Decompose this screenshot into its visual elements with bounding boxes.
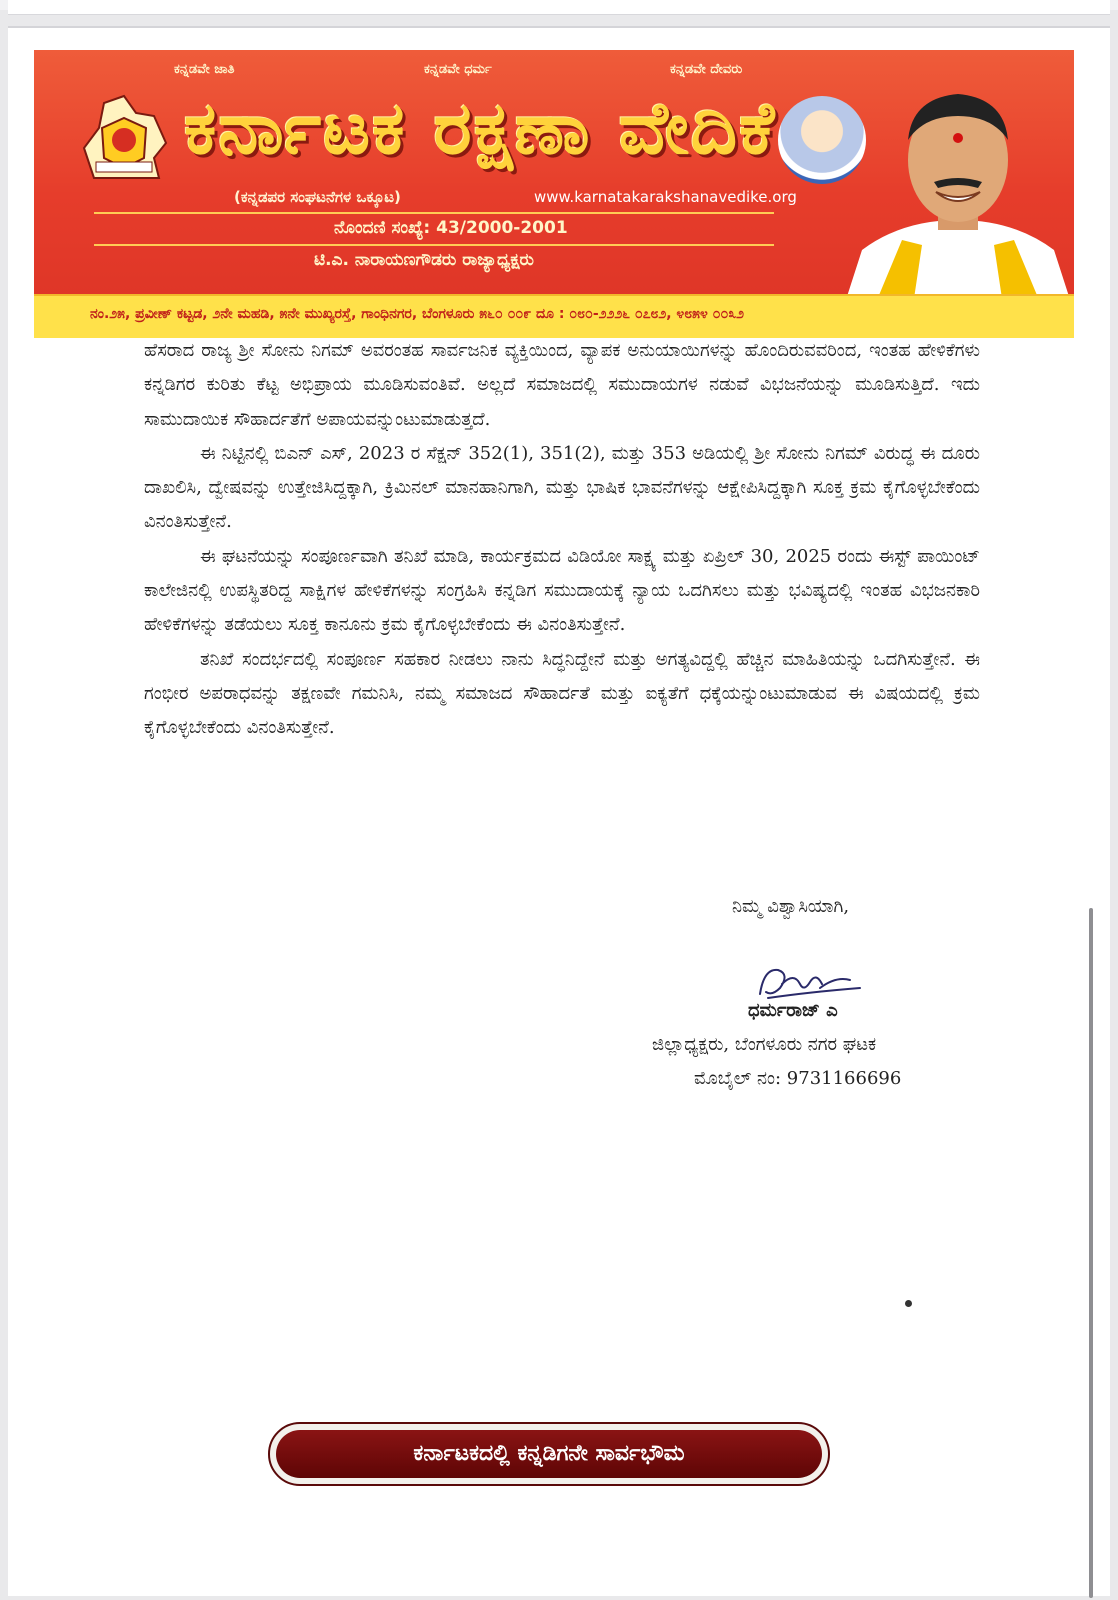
closing-salutation: ನಿಮ್ಮ ವಿಶ್ವಾಸಿಯಾಗಿ,: [732, 896, 850, 917]
president-name: ಟಿ.ಎ. ನಾರಾಯಣಗೌಡರು ರಾಜ್ಯಾಧ್ಯಕ್ಷರು: [314, 250, 534, 270]
motto-left: ಕನ್ನಡವೇ ಜಾತಿ: [174, 62, 235, 77]
letterhead-rule-1: [94, 212, 774, 214]
paragraph-1: ಹೆಸರಾದ ರಾಜ್ಯ ಶ್ರೀ ಸೋನು ನಿಗಮ್ ಅವರಂತಹ ಸಾರ್ವಜನಿಕ ವ್ಯಕ್ತಿಯಿಂದ, ವ್ಯಾಪಕ ಅನುಯಾಯಿಗಳನ್ನು ಹೊಂದಿರುವವರಿಂದ, ಇಂತಹ ಹೇಳಿಕೆಗಳು ಕನ್ನಡಿಗರ ಕುರಿತು ಕೆಟ್ಟ ಅಭಿಪ್ರಾಯ ಮೂಡಿಸುವಂತಿವೆ. ಅಲ್ಲದೆ ಸಮಾಜದಲ್ಲಿ ಸಮುದಾಯಗಳ ನಡುವೆ ವಿಭಜನೆಯನ್ನು ಮೂಡಿಸುತ್ತಿದೆ. ಇದು ಸಾಮುದಾಯಿಕ ಸೌಹಾರ್ದತೆಗೆ ಅಪಾಯವನ್ನುಂಟುಮಾಡುತ್ತದೆ.: [144, 340, 980, 430]
organization-logo-icon: [74, 88, 174, 188]
paragraph-2: ಈ ನಿಟ್ಟಿನಲ್ಲಿ ಬಿಎನ್ ಎಸ್, 2023 ರ ಸೆಕ್ಷನ್ 352(1), 351(2), ಮತ್ತು 353 ಅಡಿಯಲ್ಲಿ ಶ್ರೀ ಸೋನು ನಿಗಮ್ ವಿರುದ್ಧ ಈ ದೂರು ದಾಖಲಿಸಿ, ದ್ವೇಷವನ್ನು ಉತ್ತೇಜಿಸಿದ್ದಕ್ಕಾಗಿ, ಕ್ರಿಮಿನಲ್ ಮಾನಹಾನಿಗಾಗಿ, ಮತ್ತು ಭಾಷಿಕ ಭಾವನೆಗಳನ್ನು ಆಕ್ಷೇಪಿಸಿದ್ದಕ್ಕಾಗಿ ಸೂಕ್ತ ಕ್ರಮ ಕೈಗೊಳ್ಳಬೇಕೆಂದು ವಿನಂತಿಸುತ್ತೇನೆ.: [144, 442, 980, 533]
signatory-title: ಜಿಲ್ಲಾಧ್ಯಕ್ಷರು, ಬೆಂಗಳೂರು ನಗರ ಘಟಕ: [652, 1034, 877, 1055]
registration-number: ನೊಂದಣಿ ಸಂಖ್ಯೆ: 43/2000-2001: [334, 218, 568, 238]
organization-title: ಕರ್ನಾಟಕ ರಕ್ಷಣಾ ವೇದಿಕೆ: [184, 86, 777, 170]
signatory-name: ಧರ್ಮರಾಜ್ ಎ: [748, 1000, 838, 1021]
president-portrait: [842, 70, 1074, 312]
signatory-mobile: ಮೊಬೈಲ್ ನಂ: 9731166696: [694, 1068, 902, 1089]
letter-body: [144, 334, 980, 746]
organization-address: ನಂ.೨೫, ಪ್ರವೀಣ್ ಕಟ್ಟಡ, ೨ನೇ ಮಹಡಿ, ೫ನೇ ಮುಖ್ಯರಸ್ತೆ, ಗಾಂಧಿನಗರ, ಬೆಂಗಳೂರು ೫೬೦ ೦೦೯ ದೂ : ೦೮೦-೨೨೨೬ ೦೭೮೨, ೪೮೫೪ ೦೦೩೨: [90, 306, 745, 322]
footer-slogan-inner: [276, 1430, 822, 1478]
organization-website: www.karnatakarakshanavedike.org: [534, 188, 797, 206]
motto-right: ಕನ್ನಡವೇ ದೇವರು: [670, 62, 743, 77]
previous-card-edge: [8, 0, 1110, 15]
footer-slogan-banner: [268, 1422, 830, 1486]
document-page: [8, 26, 1110, 1596]
letterhead-banner: [34, 50, 1074, 312]
motto-center: ಕನ್ನಡವೇ ಧರ್ಮ: [424, 62, 492, 77]
footer-slogan: ಕರ್ನಾಟಕದಲ್ಲಿ ಕನ್ನಡಿಗನೇ ಸಾರ್ವಭೌಮ: [413, 1441, 685, 1466]
vertical-scrollbar[interactable]: [1089, 908, 1093, 1598]
letterhead-address-bar: [34, 294, 1074, 338]
paragraph-3: ಈ ಘಟನೆಯನ್ನು ಸಂಪೂರ್ಣವಾಗಿ ತನಿಖೆ ಮಾಡಿ, ಕಾರ್ಯಕ್ರಮದ ವಿಡಿಯೋ ಸಾಕ್ಷ್ಯ ಮತ್ತು ಏಪ್ರಿಲ್ 30, 2025 ರಂದು ಈಸ್ಟ್ ಪಾಯಿಂಟ್ ಕಾಲೇಜಿನಲ್ಲಿ ಉಪಸ್ಥಿತರಿದ್ದ ಸಾಕ್ಷಿಗಳ ಹೇಳಿಕೆಗಳನ್ನು ಸಂಗ್ರಹಿಸಿ ಕನ್ನಡಿಗ ಸಮುದಾಯಕ್ಕೆ ನ್ಯಾಯ ಒದಗಿಸಲು ಮತ್ತು ಭವಿಷ್ಯದಲ್ಲಿ ಇಂತಹ ವಿಭಜನಕಾರಿ ಹೇಳಿಕೆಗಳನ್ನು ತಡೆಯಲು ಸೂಕ್ತ ಕಾನೂನು ಕ್ರಮ ಕೈಗೊಳ್ಳಬೇಕೆಂದು ಈ ವಿನಂತಿಸುತ್ತೇನೆ.: [144, 545, 980, 636]
letterhead-rule-2: [94, 244, 774, 246]
ink-speck: [905, 1300, 912, 1307]
organization-subtitle: (ಕನ್ನಡಪರ ಸಂಘಟನೆಗಳ ಒಕ್ಕೂಟ): [234, 188, 401, 206]
paragraph-4: ತನಿಖೆ ಸಂದರ್ಭದಲ್ಲಿ ಸಂಪೂರ್ಣ ಸಹಕಾರ ನೀಡಲು ನಾನು ಸಿದ್ಧನಿದ್ದೇನೆ ಮತ್ತು ಅಗತ್ಯವಿದ್ದಲ್ಲಿ ಹೆಚ್ಚಿನ ಮಾಹಿತಿಯನ್ನು ಒದಗಿಸುತ್ತೇನೆ. ಈ ಗಂಭೀರ ಅಪರಾಧವನ್ನು ತಕ್ಷಣವೇ ಗಮನಿಸಿ, ನಮ್ಮ ಸಮಾಜದ ಸೌಹಾರ್ದತೆ ಮತ್ತು ಐಕ್ಯತೆಗೆ ಧಕ್ಕೆಯನ್ನುಂಟುಮಾಡುವ ಈ ವಿಷಯದಲ್ಲಿ ಕ್ರಮ ಕೈಗೊಳ್ಳಬೇಕೆಂದು ವಿನಂತಿಸುತ್ತೇನೆ.: [144, 648, 980, 739]
